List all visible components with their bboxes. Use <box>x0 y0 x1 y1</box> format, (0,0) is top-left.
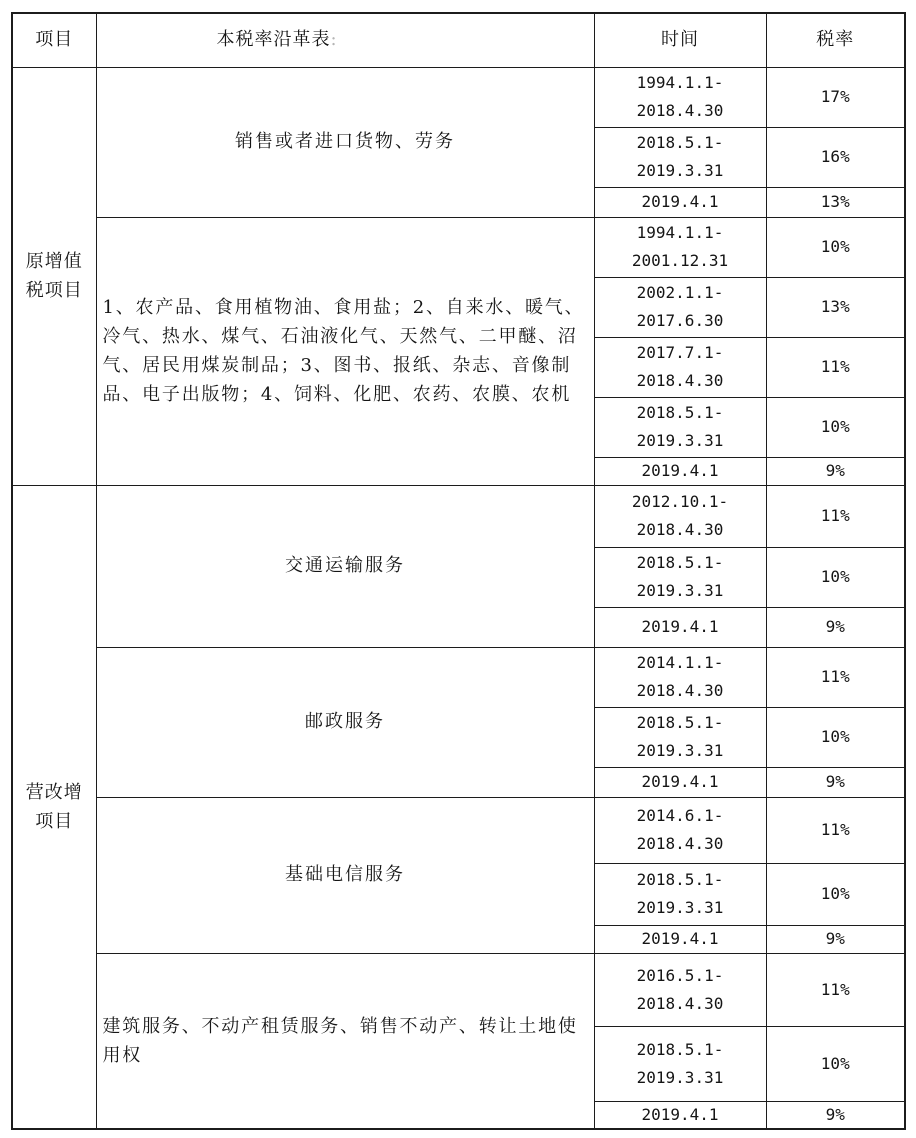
header-description-title: 本税率沿革表 <box>216 29 331 51</box>
table-row <box>12 217 905 277</box>
rate-cell[interactable]: 13% <box>766 277 905 337</box>
rate-cell[interactable]: 10% <box>766 863 905 925</box>
item-cell[interactable]: 1、农产品、食用植物油、食用盐；2、自来水、暖气、 冷气、热水、煤气、石油液化气、天然气、二甲醚、沼 气、居民用煤炭制品；3、图书、报纸、杂志、音像制 品、电子出版物；4、饲料、化肥、农药、农膜、农机 <box>96 217 594 485</box>
rate-cell[interactable]: 11% <box>766 797 905 863</box>
item-cell[interactable]: 交通运输服务 <box>96 485 594 647</box>
period-cell[interactable]: 2018.5.1- 2019.3.31 <box>594 863 766 925</box>
rate-cell[interactable]: 9% <box>766 925 905 953</box>
period-cell[interactable]: 2012.10.1- 2018.4.30 <box>594 485 766 547</box>
period-cell[interactable]: 2016.5.1- 2018.4.30 <box>594 953 766 1026</box>
period-cell[interactable]: 2019.4.1 <box>594 607 766 647</box>
period-cell[interactable]: 2017.7.1- 2018.4.30 <box>594 337 766 397</box>
rate-cell[interactable]: 11% <box>766 647 905 707</box>
table-row <box>12 797 905 863</box>
rate-cell[interactable]: 11% <box>766 337 905 397</box>
period-cell[interactable]: 2019.4.1 <box>594 925 766 953</box>
table-row <box>12 485 905 547</box>
tax-rate-history-table <box>11 12 906 1130</box>
section-cell-original-vat[interactable] <box>12 67 96 485</box>
rate-cell[interactable]: 9% <box>766 1101 905 1129</box>
rate-cell[interactable]: 11% <box>766 953 905 1026</box>
rate-cell[interactable]: 13% <box>766 187 905 217</box>
rate-cell[interactable]: 11% <box>766 485 905 547</box>
rate-cell[interactable]: 16% <box>766 127 905 187</box>
table-row <box>12 647 905 707</box>
period-cell[interactable]: 1994.1.1- 2018.4.30 <box>594 67 766 127</box>
period-cell[interactable]: 2019.4.1 <box>594 457 766 485</box>
header-description[interactable] <box>96 13 594 67</box>
period-cell[interactable]: 2018.5.1- 2019.3.31 <box>594 547 766 607</box>
table-row <box>12 67 905 127</box>
rate-cell[interactable]: 17% <box>766 67 905 127</box>
item-cell[interactable]: 基础电信服务 <box>96 797 594 953</box>
header-description-suffix: : <box>330 29 338 51</box>
header-rate[interactable]: 税率 <box>766 13 905 67</box>
header-row <box>12 13 905 67</box>
item-cell[interactable]: 销售或者进口货物、劳务 <box>96 67 594 217</box>
header-category[interactable]: 项目 <box>12 13 96 67</box>
rate-cell[interactable]: 10% <box>766 217 905 277</box>
period-cell[interactable]: 2014.1.1- 2018.4.30 <box>594 647 766 707</box>
period-cell[interactable]: 2014.6.1- 2018.4.30 <box>594 797 766 863</box>
section-cell-vat-reform[interactable] <box>12 485 96 1129</box>
rate-cell[interactable]: 10% <box>766 397 905 457</box>
period-cell[interactable]: 2019.4.1 <box>594 187 766 217</box>
rate-cell[interactable]: 9% <box>766 767 905 797</box>
item-cell[interactable]: 邮政服务 <box>96 647 594 797</box>
table-row <box>12 953 905 1026</box>
rate-cell[interactable]: 10% <box>766 707 905 767</box>
period-cell[interactable]: 2019.4.1 <box>594 767 766 797</box>
rate-cell[interactable]: 10% <box>766 547 905 607</box>
period-cell[interactable]: 2018.5.1- 2019.3.31 <box>594 707 766 767</box>
item-cell[interactable]: 建筑服务、不动产租赁服务、销售不动产、转让土地使 用权 <box>96 953 594 1129</box>
rate-cell[interactable]: 9% <box>766 457 905 485</box>
header-period[interactable]: 时间 <box>594 13 766 67</box>
period-cell[interactable]: 2018.5.1- 2019.3.31 <box>594 1026 766 1101</box>
section-label: 营改增项目 <box>25 781 83 832</box>
period-cell[interactable]: 1994.1.1- 2001.12.31 <box>594 217 766 277</box>
period-cell[interactable]: 2019.4.1 <box>594 1101 766 1129</box>
period-cell[interactable]: 2002.1.1- 2017.6.30 <box>594 277 766 337</box>
rate-cell[interactable]: 10% <box>766 1026 905 1101</box>
rate-cell[interactable]: 9% <box>766 607 905 647</box>
period-cell[interactable]: 2018.5.1- 2019.3.31 <box>594 127 766 187</box>
section-label: 原增值税项目 <box>25 251 83 301</box>
period-cell[interactable]: 2018.5.1- 2019.3.31 <box>594 397 766 457</box>
